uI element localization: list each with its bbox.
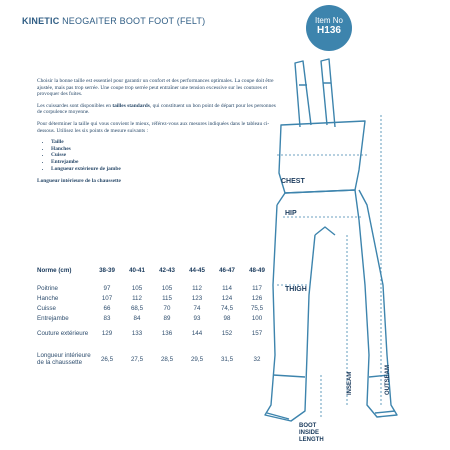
intro-text bbox=[37, 78, 277, 185]
row-label: Couture extérieure bbox=[37, 329, 89, 337]
table-cell: 27,5 bbox=[130, 355, 144, 363]
table-cell: 152 bbox=[221, 329, 233, 337]
table-cell: 26,5 bbox=[100, 355, 114, 363]
table-cell: 100 bbox=[251, 314, 263, 322]
table-cell: 133 bbox=[131, 329, 143, 337]
hip-label: HIP bbox=[285, 210, 297, 217]
boot-label-3: LENGTH bbox=[299, 437, 324, 443]
table-header-cell: 44-45 bbox=[189, 266, 205, 274]
table-header-cell: 40-41 bbox=[129, 266, 145, 274]
diagram-labels bbox=[281, 178, 391, 443]
table-cell: 97 bbox=[103, 284, 111, 292]
row-label: Cuisse bbox=[37, 304, 56, 312]
table-row bbox=[37, 313, 272, 323]
table-cell: 157 bbox=[251, 329, 263, 337]
table-cell: 136 bbox=[161, 329, 173, 337]
table-cell: 117 bbox=[252, 284, 262, 292]
outseam-label: OUTSEAM bbox=[385, 365, 391, 395]
table-cell: 105 bbox=[131, 284, 143, 292]
table-cell: 144 bbox=[191, 329, 203, 337]
table-cell: 123 bbox=[191, 294, 203, 302]
list-item: • Longueur extérieure de jambe bbox=[51, 166, 277, 173]
table-cell: 129 bbox=[101, 329, 113, 337]
measure-points-list bbox=[37, 139, 277, 172]
table-cell: 124 bbox=[221, 294, 233, 302]
table-cell: 107 bbox=[101, 294, 113, 302]
table-header-cell: 46-47 bbox=[219, 266, 235, 274]
row-label: Longueur intérieure de la chaussette bbox=[37, 352, 91, 366]
table-cell: 74 bbox=[193, 304, 201, 312]
table-cell: 114 bbox=[222, 284, 232, 292]
list-item: • Hanches bbox=[51, 146, 277, 153]
wader-outline bbox=[265, 59, 397, 421]
table-cell: 93 bbox=[193, 314, 201, 322]
inseam-label: INSEAM bbox=[347, 371, 353, 395]
table-cell: 89 bbox=[163, 314, 171, 322]
table-cell: 98 bbox=[223, 314, 231, 322]
table-row bbox=[37, 323, 272, 343]
measure-lines bbox=[277, 115, 381, 417]
header bbox=[22, 16, 205, 26]
table-cell: 84 bbox=[133, 314, 141, 322]
table-header-cell: 48-49 bbox=[249, 266, 265, 274]
product-name: NEOGAITER BOOT FOOT (FELT) bbox=[62, 16, 206, 26]
table-cell: 105 bbox=[161, 284, 173, 292]
table-cell: 28,5 bbox=[160, 355, 174, 363]
table-cell: 112 bbox=[132, 294, 142, 302]
thigh-label: THIGH bbox=[285, 286, 307, 293]
boot-label-2: INSIDE bbox=[299, 430, 320, 436]
table-cell: 75,5 bbox=[250, 304, 264, 312]
intro-paragraph-2: Les cuissardes sont disponibles en tailles standards, qui constituent un bon point de départ pour les personnes de corpulence moyenne. bbox=[37, 102, 276, 116]
list-item: • Taille bbox=[51, 139, 277, 146]
row-label: Entrejambe bbox=[37, 314, 69, 322]
table-cell: 112 bbox=[192, 284, 202, 292]
table-header-cell: 38-39 bbox=[99, 266, 115, 274]
table-header-cell: Norme (cm) bbox=[37, 266, 72, 274]
table-row bbox=[37, 343, 272, 375]
chest-label: CHEST bbox=[281, 178, 305, 185]
table-cell: 115 bbox=[162, 294, 172, 302]
table-header-row bbox=[37, 266, 272, 283]
wader-diagram bbox=[255, 55, 445, 445]
table-header-cell: 42-43 bbox=[159, 266, 175, 274]
badge-number: H136 bbox=[317, 25, 341, 36]
item-number-badge bbox=[306, 5, 352, 51]
table-cell: 29,5 bbox=[190, 355, 204, 363]
intro-paragraph-3: Pour déterminer la taille qui vous convient le mieux, référez-vous aux mesures indiquées dans le tableau ci-dessous. Utilisez les six points de mesure suivants : bbox=[37, 120, 270, 134]
table-cell: 31,5 bbox=[220, 355, 234, 363]
list-item: • Cuisse bbox=[51, 152, 277, 159]
size-table bbox=[37, 266, 272, 375]
table-cell: 74,5 bbox=[220, 304, 234, 312]
brand-name: KINETIC bbox=[22, 16, 60, 26]
table-cell: 68,5 bbox=[130, 304, 144, 312]
table-row bbox=[37, 293, 272, 303]
table-row bbox=[37, 303, 272, 313]
row-label: Poitrine bbox=[37, 284, 58, 292]
table-cell: 32 bbox=[253, 355, 261, 363]
badge-label: Item No bbox=[314, 16, 343, 25]
table-cell: 66 bbox=[103, 304, 111, 312]
intro-paragraph-1: Choisir la bonne taille est essentiel pour garantir un confort et des performances optimales. La coupe doit être ajustée, mais pas trop serrée. Une coupe trop serrée peut entraîner une tension excessive sur les coutures et provoquer des fuites. bbox=[37, 78, 274, 98]
table-cell: 70 bbox=[163, 304, 171, 312]
table-cell: 126 bbox=[251, 294, 263, 302]
boot-label-1: BOOT bbox=[299, 423, 317, 429]
sock-length-note: Longueur intérieure de la chaussette bbox=[37, 178, 121, 185]
list-item: • Entrejambe bbox=[51, 159, 277, 166]
table-row bbox=[37, 283, 272, 293]
table-cell: 83 bbox=[103, 314, 111, 322]
row-label: Hanche bbox=[37, 294, 59, 302]
